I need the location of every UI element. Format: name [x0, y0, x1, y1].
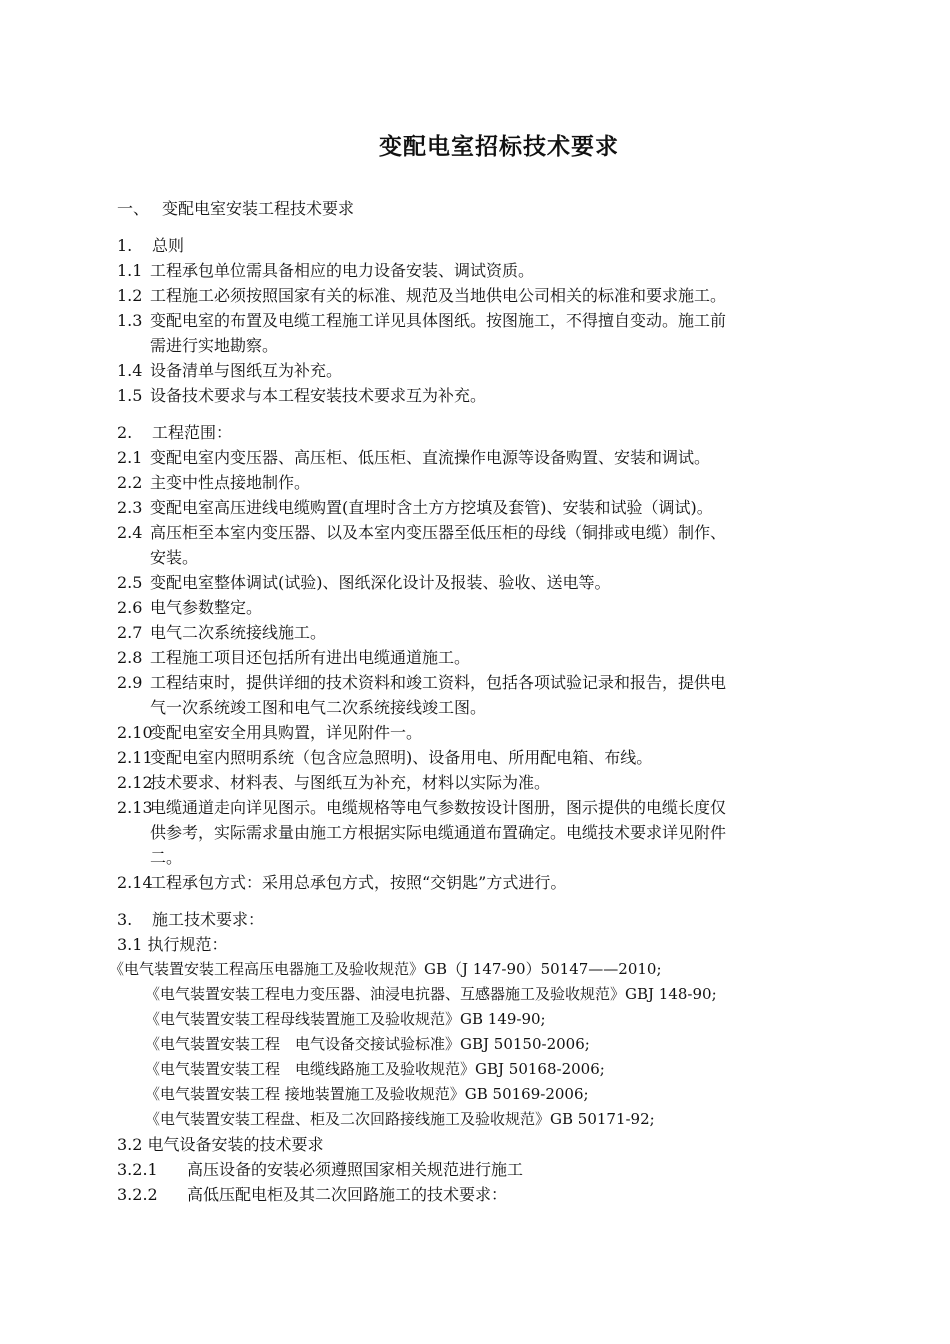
- item-number: 2.6: [117, 598, 143, 617]
- standard-reference: 《电气装置安装工程 接地装置施工及验收规范》GB 50169-2006;: [145, 1085, 589, 1103]
- item-number: 2.14: [117, 873, 153, 892]
- section-number: 一、: [117, 199, 150, 218]
- item-text: 电缆通道走向详见图示。电缆规格等电气参数按设计图册，图示提供的电缆长度仅: [150, 798, 727, 817]
- item-number: 2.11: [117, 748, 153, 767]
- standard-reference: 《电气装置安装工程盘、柜及二次回路接线施工及验收规范》GB 50171-92;: [145, 1110, 655, 1128]
- item-text: 高压设备的安装必须遵照国家相关规范进行施工: [187, 1160, 524, 1179]
- subsection-heading: [117, 907, 837, 932]
- item-number: 2.4: [117, 523, 143, 542]
- subsection-heading: [117, 420, 837, 445]
- list-item: [117, 645, 837, 670]
- item-number: 2.5: [117, 573, 143, 592]
- item-text: 技术要求、材料表、与图纸互为补充，材料以实际为准。: [150, 773, 551, 792]
- list-item-continuation: 气一次系统竣工图和电气二次系统接线竣工图。: [150, 698, 487, 717]
- list-item: [117, 358, 837, 383]
- list-item: [117, 870, 837, 895]
- list-item-continuation: 安装。: [150, 548, 199, 567]
- subsection-title: 工程范围：: [152, 423, 233, 442]
- item-text: 工程施工必须按照国家有关的标准、规范及当地供电公司相关的标准和要求施工。: [150, 286, 727, 305]
- item-number: 1.1: [117, 261, 143, 280]
- item-text: 变配电室内变压器、高压柜、低压柜、直流操作电源等设备购置、安装和调试。: [150, 448, 711, 467]
- item-number: 2.9: [117, 673, 143, 692]
- list-item: [117, 795, 837, 820]
- item-text: 电气参数整定。: [150, 598, 263, 617]
- list-item: [117, 570, 837, 595]
- item-text: 设备技术要求与本工程安装技术要求互为补充。: [150, 386, 487, 405]
- list-item: [117, 670, 837, 695]
- list-item: [117, 620, 837, 645]
- item-number: 3.2.1: [117, 1160, 158, 1179]
- list-item: [117, 720, 837, 745]
- item-number: 1.5: [117, 386, 143, 405]
- item-number: 3.2.2: [117, 1185, 158, 1204]
- item-number: 2.13: [117, 798, 153, 817]
- clause-heading: 3.1 执行规范：: [117, 935, 228, 954]
- list-item: [117, 1182, 837, 1207]
- document-title: 变配电室招标技术要求: [379, 133, 619, 160]
- item-text: 主变中性点接地制作。: [150, 473, 311, 492]
- requirements-list: [117, 1157, 837, 1207]
- standard-reference: 《电气装置安装工程高压电器施工及验收规范》GB（J 147-90）50147——2010;: [109, 960, 662, 978]
- list-item: [117, 495, 837, 520]
- section-title: 变配电室安装工程技术要求: [162, 199, 355, 218]
- standards-list: [109, 957, 837, 1132]
- item-number: 2.8: [117, 648, 143, 667]
- list-item: [117, 308, 837, 333]
- list-item-continuation: 需进行实地勘察。: [150, 336, 279, 355]
- list-item: [117, 745, 837, 770]
- list-item: [117, 470, 837, 495]
- standard-reference: 《电气装置安装工程母线装置施工及验收规范》GB 149-90;: [145, 1010, 546, 1028]
- item-text: 工程承包方式：采用总承包方式，按照“交钥匙”方式进行。: [150, 873, 567, 892]
- item-text: 电气二次系统接线施工。: [150, 623, 327, 642]
- list-item: [117, 258, 837, 283]
- document-body: [109, 196, 837, 1207]
- list-item: [117, 770, 837, 795]
- list-item-continuation: 供参考，实际需求量由施工方根据实际电缆通道布置确定。电缆技术要求详见附件: [150, 823, 727, 842]
- item-number: 2.3: [117, 498, 143, 517]
- item-text: 变配电室内照明系统（包含应急照明)、设备用电、所用配电箱、布线。: [150, 748, 653, 767]
- item-text: 工程承包单位需具备相应的电力设备安装、调试资质。: [150, 261, 535, 280]
- general-list: [117, 258, 837, 408]
- subsection-number: 1.: [117, 236, 133, 255]
- item-text: 变配电室的布置及电缆工程施工详见具体图纸。按图施工，不得擅自变动。施工前: [150, 311, 727, 330]
- clause-heading: 3.2 电气设备安装的技术要求: [117, 1135, 324, 1154]
- subsection-heading: [117, 233, 837, 258]
- standard-reference: 《电气装置安装工程 电气设备交接试验标准》GBJ 50150-2006;: [145, 1035, 590, 1053]
- item-text: 变配电室高压进线电缆购置(直埋时含土方方挖填及套管)、安装和试验（调试)。: [150, 498, 713, 517]
- item-number: 2.7: [117, 623, 143, 642]
- item-text: 工程结束时，提供详细的技术资料和竣工资料，包括各项试验记录和报告，提供电: [150, 673, 727, 692]
- list-item: [117, 283, 837, 308]
- item-number: 2.1: [117, 448, 143, 467]
- item-text: 高低压配电柜及其二次回路施工的技术要求：: [187, 1185, 508, 1204]
- item-text: 变配电室安全用具购置，详见附件一。: [150, 723, 423, 742]
- standard-reference: 《电气装置安装工程 电缆线路施工及验收规范》GBJ 50168-2006;: [145, 1060, 605, 1078]
- item-number: 1.2: [117, 286, 143, 305]
- scope-list: [117, 445, 837, 895]
- list-item-continuation: 二。: [150, 848, 183, 867]
- item-number: 1.3: [117, 311, 143, 330]
- section-heading: [117, 196, 837, 221]
- subsection-title: 施工技术要求：: [152, 910, 265, 929]
- item-number: 1.4: [117, 361, 143, 380]
- subsection-number: 3.: [117, 910, 133, 929]
- subsection-title: 总则: [152, 236, 185, 255]
- list-item: [117, 520, 837, 545]
- list-item: [117, 1157, 837, 1182]
- item-text: 高压柜至本室内变压器、以及本室内变压器至低压柜的母线（铜排或电缆）制作、: [150, 523, 727, 542]
- list-item: [117, 383, 837, 408]
- standard-reference: 《电气装置安装工程电力变压器、油浸电抗器、互感器施工及验收规范》GBJ 148-90;: [145, 985, 717, 1003]
- list-item: [117, 445, 837, 470]
- item-number: 2.2: [117, 473, 143, 492]
- item-number: 2.10: [117, 723, 153, 742]
- item-text: 变配电室整体调试(试验)、图纸深化设计及报装、验收、送电等。: [150, 573, 611, 592]
- list-item: [117, 595, 837, 620]
- item-text: 设备清单与图纸互为补充。: [150, 361, 343, 380]
- item-number: 2.12: [117, 773, 153, 792]
- subsection-number: 2.: [117, 423, 133, 442]
- item-text: 工程施工项目还包括所有进出电缆通道施工。: [150, 648, 471, 667]
